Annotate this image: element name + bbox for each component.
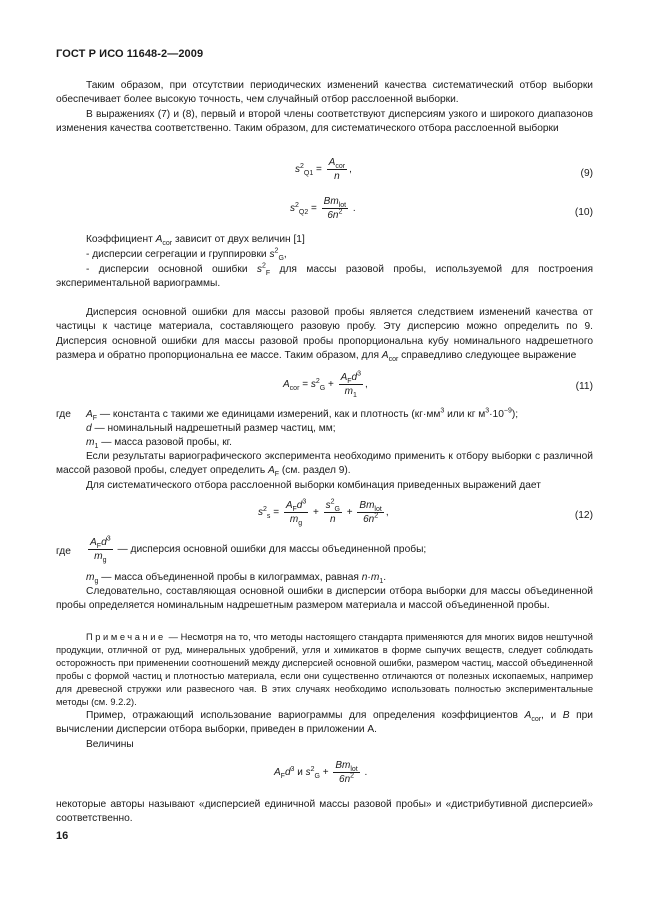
paragraph-6: Для систематического отбора расслоенной выборки комбинация приведенных выражений дает [86, 480, 541, 491]
paragraph-5: Если результаты вариографического эксперимента необходимо применить к отбору выборки с различной массой разовой пробы, следует определить $A_F$ (см. раздел 9). [56, 451, 593, 479]
page-number: 16 [56, 830, 69, 842]
equation-number-12: (12) [574, 510, 593, 521]
paragraph-8: Пример, отражающий использование вариограммы для определения коэффициентов $A_{cor}$, и B при вычислении дисперсии отбора выборки, приведен в приложении А. [56, 710, 593, 736]
paragraph-9: Величины [86, 739, 134, 750]
where-item-d: d — номинальный надрешетный размер частиц, мм; [86, 423, 336, 434]
document-header: ГОСТ Р ИСО 11648-2—2009 [56, 48, 204, 60]
where-item-m1: $m_1$ — масса разовой пробы, кг. [86, 437, 232, 451]
equation-11: $A_{cor} = s^2_G$ + $\frac{A_Fd^3}{m_1}$ , [283, 370, 368, 399]
quantities-formula: $A_Fd^3$ и $s^2_G$ + $\frac{Bm_{lot}}{6n^2}$ . [274, 760, 368, 785]
note-paragraph: Примечание — Несмотря на то, что методы настоящего стандарта применяются для многих видов нештучной продукции, отличной от руд, минеральных удобрений, угля и химикатов в форме сыпучих веществ, следует соблюдать осторожность при применении соотношений между дисперсией основной ошибки, размером частиц, массой объединенной пробы с формой частиц и плотностью материала, если они существенно отличаются от полезных ископаемых, например для древесной стружки или развесного чая. В этих случаях необходимо использовать полностью экспериментальные методы (см. 9.2.2). [56, 632, 593, 707]
paragraph-7: Следовательно, составляющая основной ошибки в дисперсии отбора выборки для массы объединенной пробы определяется номинальным надрешетным размером материала и массой объединенной пробы. [56, 586, 593, 612]
dash-item-2: - дисперсии основной ошибки $s^2_F$ для массы разовой пробы, используемой для построения экспериментальной вариограммы. [56, 262, 594, 290]
where-item-mg: $m_g$ — масса объединенной пробы в килограммах, равная $n\cdot m_1$. [86, 572, 387, 586]
paragraph-1: Таким образом, при отсутствии периодических изменений качества систематический отбор выборки обеспечивает более высокую точность, чем случайный отбор расслоенной выборки. [56, 80, 593, 106]
equation-12: $s^2_s$ = $\frac{A_Fd^3}{m_g}$ + $\frac{s^2_G}{n}$ + $\frac{Bm_{lot}}{6n^2}$ , [258, 498, 389, 527]
dash-item-1: - дисперсии сегрегации и группировки $s^2_G$, [86, 247, 287, 263]
paragraph-2: В выражениях (7) и (8), первый и второй члены соответствуют дисперсиям узкого и широкого диапазонов изменения качества соответственно. Таким образом, для систематического отбора расслоенной выборки [56, 109, 593, 135]
where-item-AF: $A_F$ — константа с такими же единицами измерений, как и плотность ($кг\cdot мм^3$ или кг $м^3\cdot 10^{-9}$); [86, 407, 519, 423]
equation-number-9: (9) [580, 168, 593, 179]
paragraph-10: некоторые авторы называют «дисперсией единичной массы разовой пробы» и «дистрибутивной дисперсией» соответственно. [56, 799, 593, 825]
paragraph-4: Дисперсия основной ошибки для массы разовой пробы является следствием изменений качества от частицы к частице материала, составляющего разовую пробу. Эту дисперсию можно определить по 9. Дисперсия основной ошибки для массы разовой пробы пропорциональна кубу номинального надрешетного размера и обратно пропорциональна ее массе. Таким образом, для $A_{cor}$ справедливо следующее выражение [56, 307, 593, 363]
where-item-fraction: $\frac{A_Fd^3}{m_g}$ — дисперсия основной ошибки для массы объединенной пробы; [90, 535, 427, 565]
equation-number-11: (11) [575, 381, 593, 392]
equation-number-10: (10) [574, 207, 593, 218]
equation-10: $s^2_{Q2}$ = $\frac{Bm_{lot}}{6n^2}$ . [290, 196, 356, 221]
coefficient-line: Коэффициент $A_{cor}$ зависит от двух величин [1] [86, 234, 305, 248]
where-label-2: где [56, 546, 71, 557]
equation-9: $s^2_{Q1}$ = $\frac{A_{cor}}{n}$ , [295, 157, 352, 182]
where-label-1: где [56, 409, 71, 420]
